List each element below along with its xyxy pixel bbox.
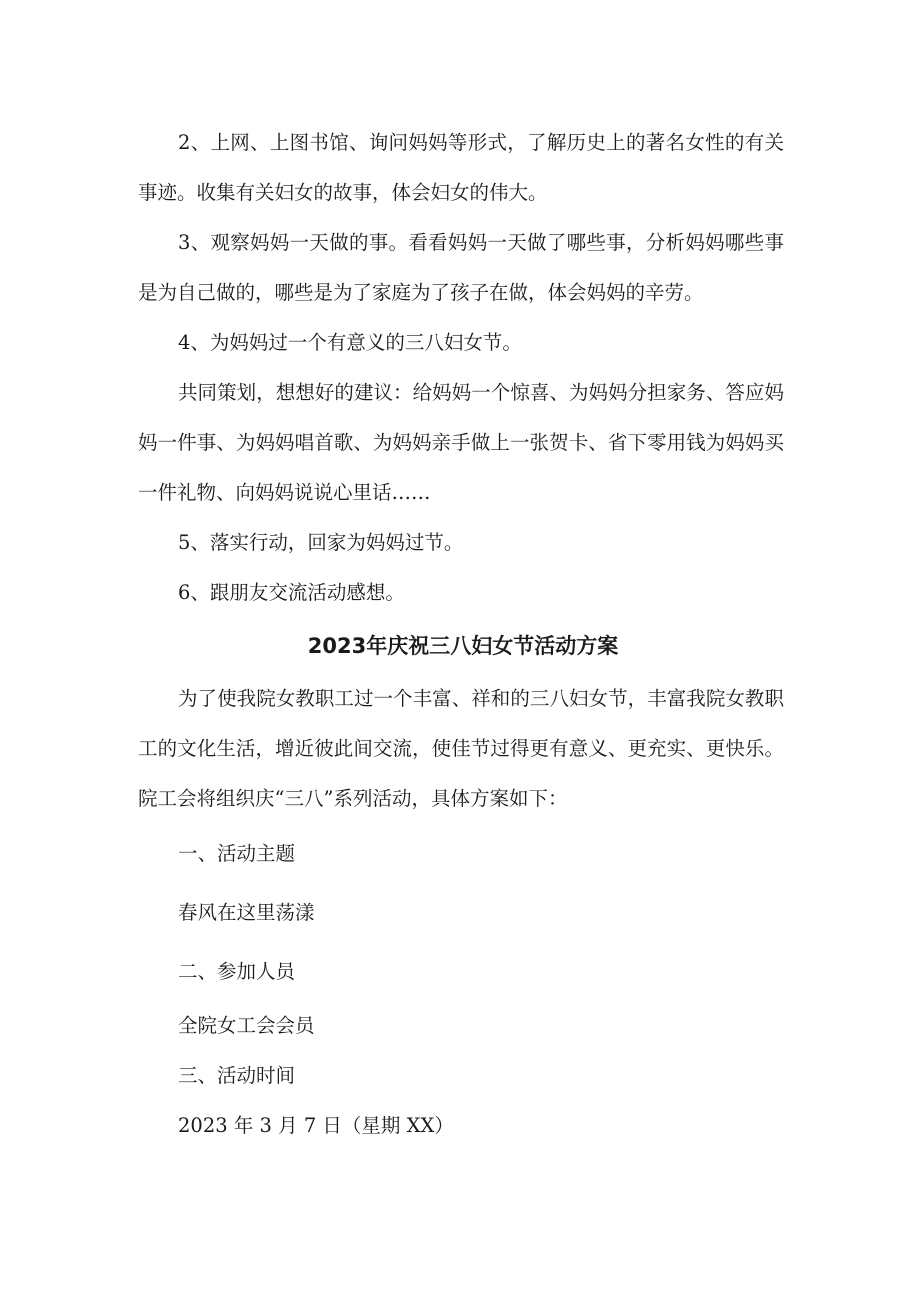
section-content-participants: 全院女工会会员 bbox=[178, 1014, 315, 1037]
intro-paragraph: 为了使我院女教职工过一个丰富、祥和的三八妇女节，丰富我院女教职工的文化生活，增近彼此间交流，使佳节过得更有意义、更充实、更快乐。院工会将组织庆“三八”系列活动，具体方案如下： bbox=[138, 687, 784, 810]
document-body bbox=[138, 118, 784, 1151]
paragraph-step-4: 4、为妈妈过一个有意义的三八妇女节。 bbox=[178, 331, 522, 354]
section-heading-theme: 一、活动主题 bbox=[178, 842, 296, 865]
section-content-theme: 春风在这里荡漾 bbox=[178, 901, 315, 924]
document-title: 2023年庆祝三八妇女节活动方案 bbox=[307, 634, 619, 658]
paragraph-step-3: 3、观察妈妈一天做的事。看看妈妈一天做了哪些事，分析妈妈哪些事是为自己做的，哪些是为了家庭为了孩子在做，体会妈妈的辛劳。 bbox=[138, 231, 784, 304]
paragraph-step-5: 5、落实行动，回家为妈妈过节。 bbox=[178, 531, 464, 554]
section-heading-participants: 二、参加人员 bbox=[178, 960, 296, 983]
paragraph-step-2: 2、上网、上图书馆、询问妈妈等形式，了解历史上的著名女性的有关事迹。收集有关妇女的故事，体会妇女的伟大。 bbox=[138, 131, 784, 204]
section-content-date: 2023 年 3 月 7 日（星期 XX） bbox=[178, 1114, 454, 1137]
section-heading-time: 三、活动时间 bbox=[178, 1064, 296, 1087]
paragraph-suggestions: 共同策划，想想好的建议：给妈妈一个惊喜、为妈妈分担家务、答应妈妈一件事、为妈妈唱首歌、为妈妈亲手做上一张贺卡、省下零用钱为妈妈买一件礼物、向妈妈说说心里话…… bbox=[138, 381, 784, 504]
paragraph-step-6: 6、跟朋友交流活动感想。 bbox=[178, 581, 405, 604]
